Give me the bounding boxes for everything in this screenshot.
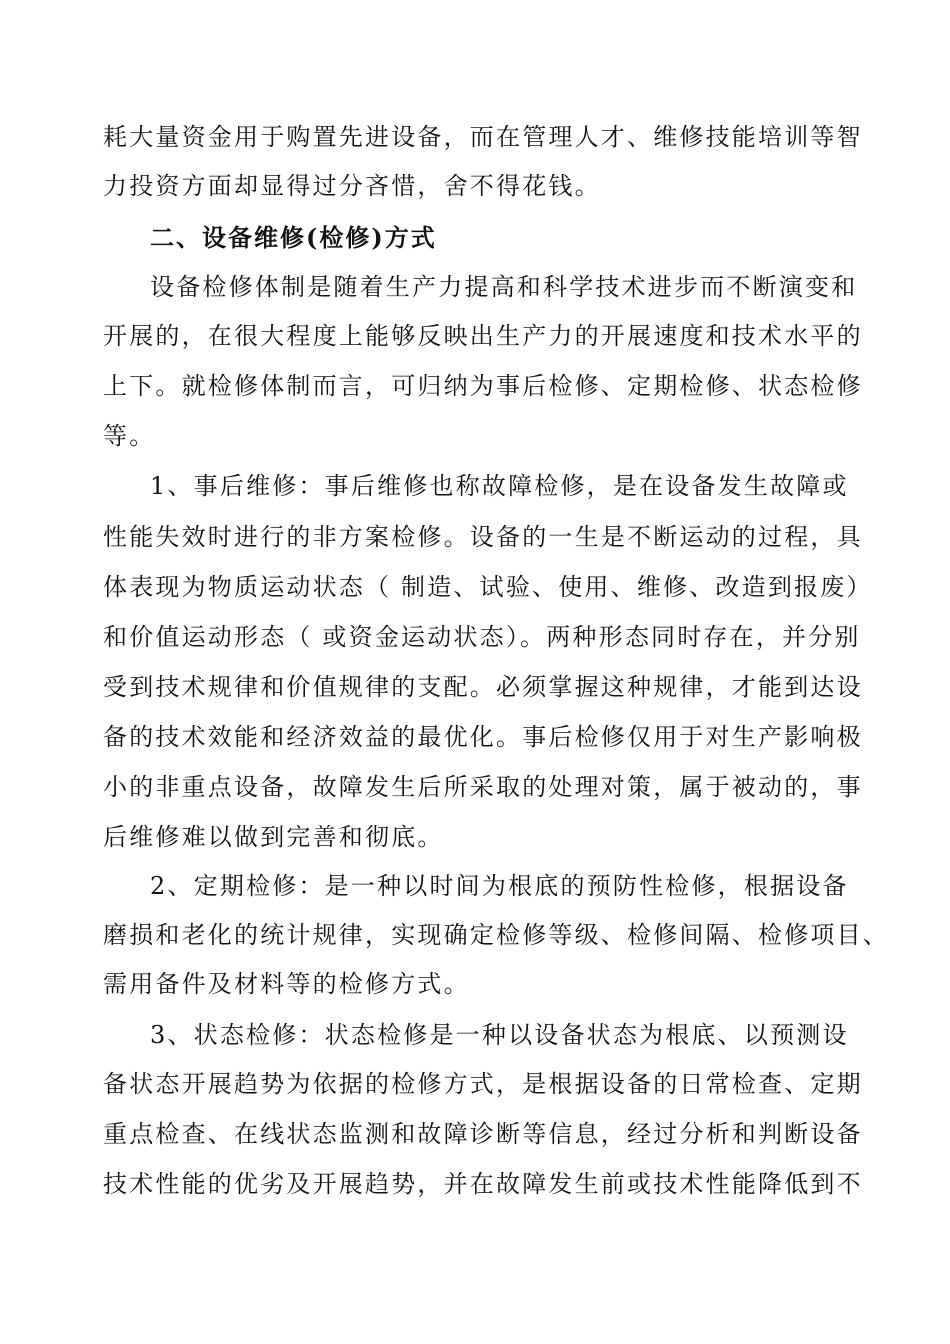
text-line: 上下。就检修体制而言，可归纳为事后检修、定期检修、状态检修 — [103, 372, 863, 400]
text-line: 设备检修体制是随着生产力提高和科学技术进步而不断演变和 — [150, 273, 858, 301]
text-line: 受到技术规律和价值规律的支配。必须掌握这种规律，才能到达设 — [103, 673, 863, 701]
text-line: 开展的，在很大程度上能够反映出生产力的开展速度和技术水平的 — [103, 322, 863, 350]
text-line: 体表现为物质运动状态（ 制造、试验、使用、维修、改造到报废） — [103, 573, 873, 601]
section-heading: 二、设备维修(检修)方式 — [150, 223, 437, 252]
text-line: 磨损和老化的统计规律，实现确定检修等级、检修间隔、检修项目、 — [103, 921, 889, 949]
text-line: 备的技术效能和经济效益的最优化。事后检修仅用于对生产影响极 — [103, 723, 863, 751]
text-line: 耗大量资金用于购置先进设备，而在管理人才、维修技能培训等智 — [103, 123, 863, 151]
text-line: 需用备件及材料等的检修方式。 — [103, 970, 470, 998]
text-line: 性能失效时进行的非方案检修。设备的一生是不断运动的过程，具 — [103, 523, 863, 551]
text-line: 3、状态检修：状态检修是一种以设备状态为根底、以预测设 — [150, 1021, 849, 1049]
text-line: 小的非重点设备，故障发生后所采取的处理对策，属于被动的，事 — [103, 773, 863, 801]
text-line: 技术性能的优劣及开展趋势，并在故障发生前或技术性能降低到不 — [103, 1170, 863, 1198]
text-line: 后维修难以做到完善和彻底。 — [103, 823, 444, 851]
text-line: 和价值运动形态（ 或资金运动状态）。两种形态同时存在，并分别 — [103, 623, 861, 651]
text-line: 重点检查、在线状态监测和故障诊断等信息，经过分析和判断设备 — [103, 1120, 863, 1148]
text-line: 等。 — [103, 422, 156, 450]
text-line: 备状态开展趋势为依据的检修方式，是根据设备的日常检查、定期 — [103, 1070, 863, 1098]
text-line: 1、事后维修：事后维修也称故障检修，是在设备发生故障或 — [150, 472, 849, 500]
text-line: 力投资方面却显得过分吝惜，舍不得花钱。 — [103, 172, 601, 200]
text-line: 2、定期检修：是一种以时间为根底的预防性检修，根据设备 — [150, 872, 849, 900]
